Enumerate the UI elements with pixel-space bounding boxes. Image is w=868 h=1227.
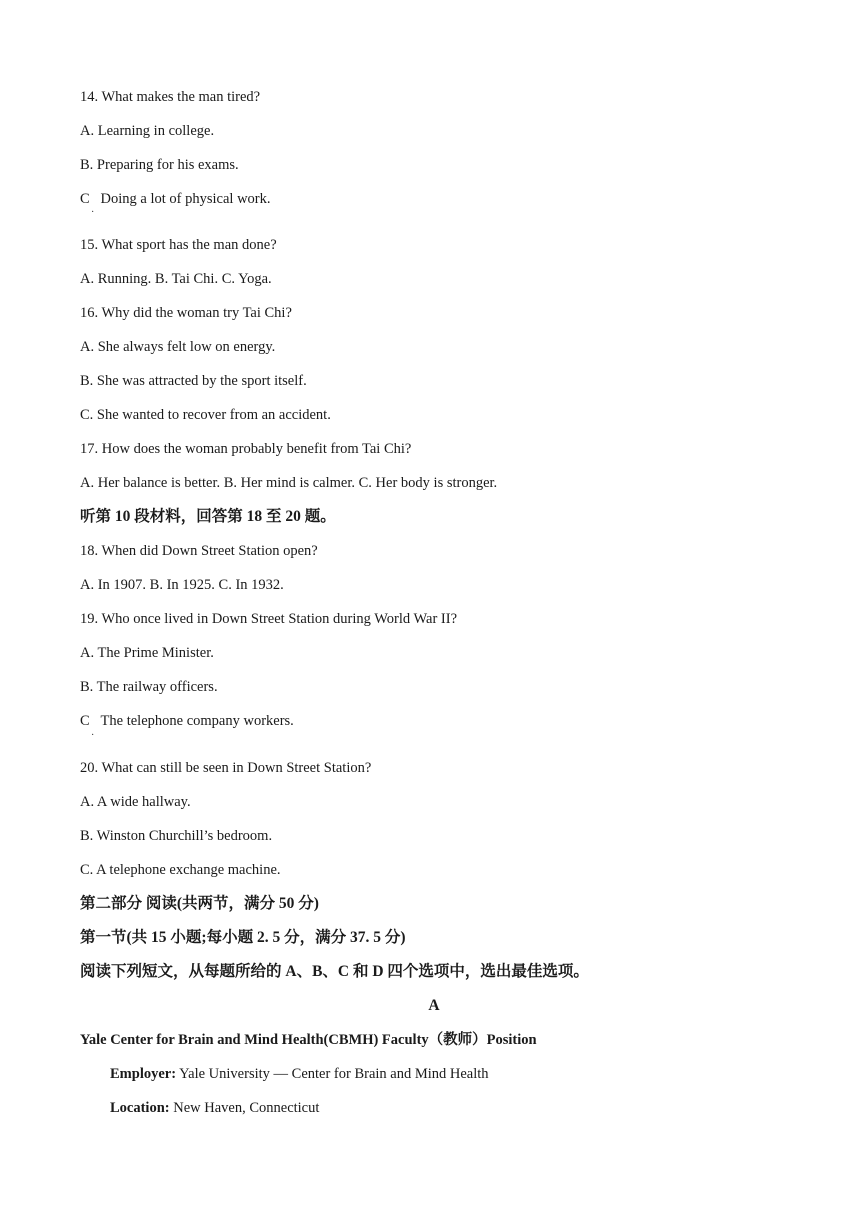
q19-option-a: A. The Prime Minister.	[80, 645, 214, 661]
q16-option-b: B. She was attracted by the sport itself.	[80, 373, 307, 389]
q18-options: A. In 1907. B. In 1925. C. In 1932.	[80, 577, 284, 593]
q20-option-a: A. A wide hallway.	[80, 794, 191, 810]
q17-options: A. Her balance is better. B. Her mind is calmer. C. Her body is stronger.	[80, 475, 498, 491]
q14-c-dot: ·	[91, 207, 95, 218]
part-2-heading: 第二部分 阅读(共两节，满分 50 分)	[80, 895, 319, 912]
q14-question: 14. What makes the man tired?	[80, 89, 261, 105]
employer-label: Employer:	[110, 1066, 177, 1082]
q15-question: 15. What sport has the man done?	[80, 237, 277, 253]
passage-title: Yale Center for Brain and Mind Health(CBMH) Faculty（教师）Position	[80, 1032, 537, 1048]
q14-option-c-text: Doing a lot of physical work.	[100, 191, 271, 207]
q18-question: 18. When did Down Street Station open?	[80, 543, 318, 559]
q14-option-c	[80, 190, 271, 208]
q16-option-a: A. She always felt low on energy.	[80, 339, 276, 355]
q20-option-b: B. Winston Churchill’s bedroom.	[80, 828, 273, 844]
passage-letter: A	[428, 997, 440, 1014]
location-label: Location:	[110, 1100, 170, 1116]
q19-option-c-text: The telephone company workers.	[100, 713, 294, 729]
q19-option-c	[80, 712, 294, 730]
location-line	[110, 1099, 319, 1117]
q14-option-a: A. Learning in college.	[80, 123, 215, 139]
q20-question: 20. What can still be seen in Down Street Station?	[80, 760, 372, 776]
employer-value: Yale University — Center for Brain and Mind Health	[179, 1066, 489, 1082]
location-value: New Haven, Connecticut	[173, 1100, 320, 1116]
section-1-heading: 第一节(共 15 小题;每小题 2. 5 分，满分 37. 5 分)	[80, 929, 406, 946]
q16-option-c: C. She wanted to recover from an accident.	[80, 407, 331, 423]
q19-c-dot: ·	[91, 730, 95, 741]
section-10-heading: 听第 10 段材料，回答第 18 至 20 题。	[80, 508, 336, 525]
q17-question: 17. How does the woman probably benefit from Tai Chi?	[80, 441, 412, 457]
q14-option-c-letter: C	[80, 191, 90, 207]
q19-option-c-letter: C	[80, 713, 90, 729]
q15-options: A. Running. B. Tai Chi. C. Yoga.	[80, 271, 272, 287]
employer-line	[110, 1065, 489, 1083]
q16-question: 16. Why did the woman try Tai Chi?	[80, 305, 292, 321]
q14-option-b: B. Preparing for his exams.	[80, 157, 239, 173]
q19-question: 19. Who once lived in Down Street Station during World War II?	[80, 611, 458, 627]
q20-option-c: C. A telephone exchange machine.	[80, 862, 281, 878]
q19-option-b: B. The railway officers.	[80, 679, 218, 695]
reading-instructions: 阅读下列短文，从每题所给的 A、B、C 和 D 四个选项中，选出最佳选项。	[80, 963, 589, 980]
